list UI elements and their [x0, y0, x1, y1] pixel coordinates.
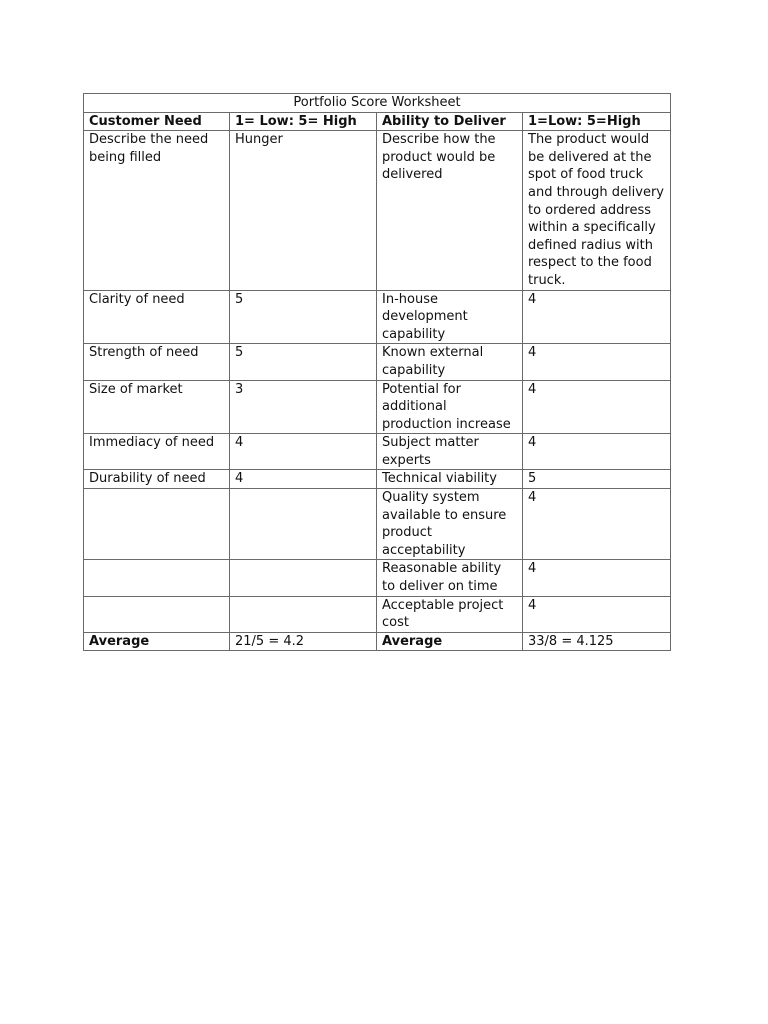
table-cell: 4	[230, 434, 377, 470]
table-cell	[230, 596, 377, 632]
table-cell: Describe the need being filled	[84, 131, 230, 290]
table-title-row	[84, 94, 671, 113]
table-cell: 5	[230, 290, 377, 344]
header-deliver-score-scale: 1=Low: 5=High	[523, 112, 671, 131]
table-cell: 4	[523, 560, 671, 596]
table-header-row	[84, 112, 671, 131]
table-cell: 4	[523, 489, 671, 560]
header-ability-to-deliver: Ability to Deliver	[377, 112, 523, 131]
table-cell: Technical viability	[377, 470, 523, 489]
average-value-deliver: 33/8 = 4.125	[523, 632, 671, 651]
table-row	[84, 290, 671, 344]
header-customer-need: Customer Need	[84, 112, 230, 131]
table-cell: 5	[523, 470, 671, 489]
table-cell: The product would be delivered at the spot of food truck and through delivery to ordered address within a specifically defined radius with respect to the food truck.	[523, 131, 671, 290]
table-cell: Describe how the product would be delivered	[377, 131, 523, 290]
table-cell: Known external capability	[377, 344, 523, 380]
table-row	[84, 131, 671, 290]
table-cell	[84, 560, 230, 596]
table-cell: Immediacy of need	[84, 434, 230, 470]
table-cell: 4	[523, 434, 671, 470]
portfolio-score-table	[83, 93, 671, 651]
table-cell: Quality system available to ensure product acceptability	[377, 489, 523, 560]
average-label-customer: Average	[84, 632, 230, 651]
table-cell: 4	[230, 470, 377, 489]
table-cell: Clarity of need	[84, 290, 230, 344]
table-row	[84, 434, 671, 470]
table-cell: In-house development capability	[377, 290, 523, 344]
table-row	[84, 344, 671, 380]
table-cell	[84, 596, 230, 632]
table-cell: Strength of need	[84, 344, 230, 380]
table-row	[84, 380, 671, 434]
average-row	[84, 632, 671, 651]
table-cell: Subject matter experts	[377, 434, 523, 470]
table-row	[84, 596, 671, 632]
table-cell: 4	[523, 596, 671, 632]
table-cell: Potential for additional production increase	[377, 380, 523, 434]
table-cell: 4	[523, 344, 671, 380]
table-title: Portfolio Score Worksheet	[84, 94, 671, 113]
header-need-score-scale: 1= Low: 5= High	[230, 112, 377, 131]
table-cell: Size of market	[84, 380, 230, 434]
table-cell: 5	[230, 344, 377, 380]
table-row	[84, 489, 671, 560]
table-cell: Acceptable project cost	[377, 596, 523, 632]
table-cell	[84, 489, 230, 560]
table-cell: 3	[230, 380, 377, 434]
table-row	[84, 470, 671, 489]
table-cell: 4	[523, 290, 671, 344]
table-cell: Reasonable ability to deliver on time	[377, 560, 523, 596]
table-cell	[230, 489, 377, 560]
table-cell: Hunger	[230, 131, 377, 290]
average-label-deliver: Average	[377, 632, 523, 651]
table-cell: Durability of need	[84, 470, 230, 489]
table-row	[84, 560, 671, 596]
average-value-customer: 21/5 = 4.2	[230, 632, 377, 651]
table-cell	[230, 560, 377, 596]
table-cell: 4	[523, 380, 671, 434]
